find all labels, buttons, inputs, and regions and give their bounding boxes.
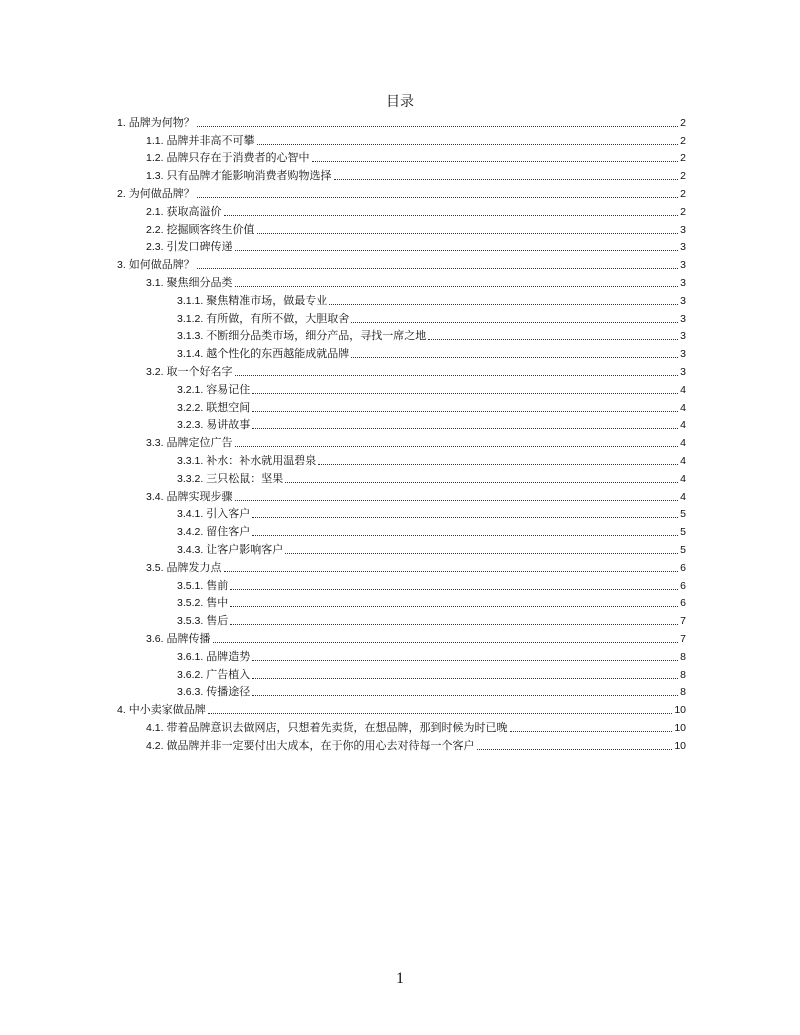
toc-entry-title: 取一个好名字 [166,364,233,378]
toc-dot-leader [252,535,678,536]
toc-entry[interactable] [117,379,686,397]
toc-entry-page: 8 [680,686,686,699]
toc-entry[interactable] [117,450,686,468]
toc-entry-number: 3.1.4. [177,348,204,361]
toc-entry-number: 3.6.3. [177,686,204,699]
toc-entry-title: 聚焦细分品类 [166,275,233,289]
toc-entry[interactable] [117,664,686,682]
toc-entry-page: 2 [680,134,686,147]
toc-dot-leader [428,339,678,340]
toc-entry-page: 2 [680,116,686,129]
toc-entry[interactable] [117,468,686,486]
toc-entry-page: 4 [680,401,686,414]
toc-dot-leader [208,713,673,714]
toc-entry-title: 补水：补水就用温碧泉 [206,453,317,467]
toc-dot-leader [197,197,678,198]
toc-entry-page: 2 [680,187,686,200]
toc-entry-title: 只有品牌才能影响消费者购物选择 [166,169,332,183]
toc-entry-number: 3.6.1. [177,650,204,663]
toc-dot-leader [235,446,679,447]
toc-entry-number: 2.1. [146,205,164,218]
toc-entry-title: 聚焦精准市场，做最专业 [206,293,328,307]
toc-entry[interactable] [117,219,686,237]
toc-dot-leader [252,428,678,429]
toc-entry-page: 3 [680,294,686,307]
toc-dot-leader [510,731,673,732]
toc-entry[interactable] [117,326,686,344]
toc-entry-title: 品牌造势 [206,649,251,663]
toc-dot-leader [197,126,678,127]
toc-entry-number: 1.1. [146,134,164,147]
toc-entry-number: 3.4.1. [177,508,204,521]
toc-entry[interactable] [117,183,686,201]
toc-entry-title: 容易记住 [206,382,251,396]
toc-entry-number: 2. [117,187,126,200]
toc-entry[interactable] [117,112,686,130]
toc-dot-leader [230,624,678,625]
toc-entry[interactable] [117,610,686,628]
toc-entry-title: 引入客户 [206,507,251,521]
toc-entry[interactable] [117,539,686,557]
toc-entry-title: 有所做，有所不做，大胆取舍 [206,311,350,325]
toc-entry-page: 10 [674,739,686,752]
toc-dot-leader [235,500,679,501]
toc-entry-number: 4.2. [146,739,164,752]
toc-entry[interactable] [117,415,686,433]
toc-entry[interactable] [117,290,686,308]
toc-entry[interactable] [117,237,686,255]
toc-entry[interactable] [117,148,686,166]
toc-entry-page: 5 [680,508,686,521]
toc-entry-page: 3 [680,241,686,254]
toc-entry-page: 5 [680,543,686,556]
toc-entry[interactable] [117,575,686,593]
toc-entry-number: 3. [117,259,126,272]
toc-entry[interactable] [117,397,686,415]
toc-entry-title: 品牌定位广告 [166,436,233,450]
toc-entry[interactable] [117,272,686,290]
toc-dot-leader [312,161,679,162]
toc-dot-leader [252,678,678,679]
toc-entry-number: 2.3. [146,241,164,254]
toc-entry[interactable] [117,504,686,522]
toc-dot-leader [318,464,678,465]
toc-entry-number: 3.2.3. [177,419,204,432]
toc-entry-page: 2 [680,170,686,183]
toc-entry-page: 6 [680,579,686,592]
toc-dot-leader [235,375,679,376]
toc-entry[interactable] [117,201,686,219]
toc-entry[interactable] [117,521,686,539]
toc-dot-leader [230,606,678,607]
toc-entry-page: 3 [680,348,686,361]
toc-entry-page: 4 [680,383,686,396]
toc-entry-title: 品牌发力点 [166,560,222,574]
toc-entry-page: 3 [680,259,686,272]
toc-entry-page: 3 [680,276,686,289]
toc-entry[interactable] [117,165,686,183]
toc-entry[interactable] [117,343,686,361]
toc-entry-page: 6 [680,561,686,574]
toc-entry-number: 3.4.2. [177,526,204,539]
toc-entry-page: 7 [680,615,686,628]
toc-entry[interactable] [117,432,686,450]
toc-entry[interactable] [117,717,686,735]
toc-dot-leader [213,642,679,643]
toc-entry-title: 留住客户 [206,525,251,539]
toc-dot-leader [230,589,678,590]
toc-entry-title: 如何做品牌？ [128,258,195,272]
toc-entry[interactable] [117,646,686,664]
toc-entry[interactable] [117,557,686,575]
toc-entry-page: 2 [680,152,686,165]
toc-entry-number: 3.6.2. [177,668,204,681]
toc-dot-leader [197,268,678,269]
toc-entry-number: 2.2. [146,223,164,236]
toc-dot-leader [351,322,678,323]
toc-entry-title: 为何做品牌？ [128,186,195,200]
toc-entry-title: 不断细分品类市场，细分产品，寻找一席之地 [206,329,427,343]
toc-entry-title: 带着品牌意识去做网店，只想着先卖货，在想品牌，那到时候为时已晚 [166,720,508,734]
toc-entry-title: 品牌为何物？ [128,115,195,129]
toc-entry-title: 售中 [206,596,229,610]
toc-dot-leader [285,553,678,554]
toc-entry-page: 10 [674,721,686,734]
toc-entry-number: 3.4. [146,490,164,503]
toc-entry-title: 越个性化的东西越能成就品牌 [206,347,350,361]
toc-entry[interactable] [117,130,686,148]
toc-entry-number: 3.4.3. [177,543,204,556]
toc-entry-page: 8 [680,650,686,663]
toc-entry-number: 4. [117,704,126,717]
toc-entry-number: 3.3.2. [177,472,204,485]
toc-entry-number: 3.3.1. [177,454,204,467]
toc-dot-leader [252,411,678,412]
toc-entry-title: 做品牌并非一定要付出大成本，在于你的用心去对待每一个客户 [166,738,475,752]
toc-entry-number: 3.1.1. [177,294,204,307]
toc-entry-number: 1. [117,116,126,129]
toc-entry[interactable] [117,699,686,717]
toc-entry-page: 3 [680,330,686,343]
toc-entry-number: 3.5.3. [177,615,204,628]
toc-entry-title: 品牌实现步骤 [166,489,233,503]
toc-entry-title: 引发口碑传递 [166,240,233,254]
toc-dot-leader [252,695,678,696]
toc-dot-leader [235,286,679,287]
toc-entry-title: 品牌并非高不可攀 [166,133,255,147]
toc-entry[interactable] [117,682,686,700]
toc-entry-page: 4 [680,454,686,467]
toc-entry-title: 品牌只存在于消费者的心智中 [166,151,310,165]
toc-entry-title: 联想空间 [206,400,251,414]
toc-entry-page: 3 [680,223,686,236]
toc-entry[interactable] [117,593,686,611]
toc-entry-number: 4.1. [146,721,164,734]
toc-entry-title: 售前 [206,578,229,592]
toc-entry-number: 3.3. [146,437,164,450]
toc-entry-number: 1.3. [146,170,164,183]
toc-dot-leader [224,215,679,216]
toc-dot-leader [252,660,678,661]
toc-entry-number: 3.1.3. [177,330,204,343]
toc-entry-title: 品牌传播 [166,631,211,645]
toc-entry-page: 4 [680,419,686,432]
toc-entry[interactable] [117,361,686,379]
toc-entry-page: 4 [680,490,686,503]
toc-dot-leader [257,144,679,145]
toc-title: 目录 [386,94,414,110]
toc-dot-leader [351,357,678,358]
toc-dot-leader [224,571,679,572]
toc-entry[interactable] [117,628,686,646]
toc-entry-page: 3 [680,365,686,378]
toc-entry-number: 3.2. [146,365,164,378]
toc-entry-page: 6 [680,597,686,610]
toc-dot-leader [477,749,673,750]
toc-dot-leader [285,482,678,483]
toc-entry-title: 广告植入 [206,667,251,681]
toc-entry-title: 售后 [206,614,229,628]
toc-entry[interactable] [117,486,686,504]
toc-entry-number: 3.6. [146,632,164,645]
toc-entry[interactable] [117,308,686,326]
toc-entry-title: 易讲故事 [206,418,251,432]
toc-entry-number: 3.1. [146,276,164,289]
toc-entry-number: 3.5. [146,561,164,574]
toc-entry-number: 3.5.2. [177,597,204,610]
toc-entry-number: 3.2.2. [177,401,204,414]
toc-entry-page: 3 [680,312,686,325]
toc-entry-title: 让客户影响客户 [206,542,284,556]
toc-entry-number: 3.2.1. [177,383,204,396]
toc-dot-leader [329,304,678,305]
toc-entry-page: 8 [680,668,686,681]
toc-entry-page: 4 [680,472,686,485]
toc-entry-page: 4 [680,437,686,450]
toc-dot-leader [257,233,679,234]
toc-entry-page: 5 [680,526,686,539]
toc-entry-number: 1.2. [146,152,164,165]
page-number: 1 [396,970,404,987]
toc-entry-page: 7 [680,632,686,645]
toc-dot-leader [252,393,678,394]
toc-entry-number: 3.5.1. [177,579,204,592]
toc-dot-leader [334,179,679,180]
toc-entry-page: 10 [674,704,686,717]
toc-entry-page: 2 [680,205,686,218]
toc-entry-title: 传播途径 [206,685,251,699]
toc-entry-number: 3.1.2. [177,312,204,325]
table-of-contents [117,112,686,753]
toc-dot-leader [252,517,678,518]
toc-entry-title: 中小卖家做品牌 [128,703,206,717]
toc-dot-leader [235,250,679,251]
toc-entry[interactable] [117,735,686,753]
toc-entry-title: 获取高溢价 [166,204,222,218]
toc-entry[interactable] [117,254,686,272]
toc-entry-title: 三只松鼠：坚果 [206,471,284,485]
toc-entry-title: 挖掘顾客终生价值 [166,222,255,236]
